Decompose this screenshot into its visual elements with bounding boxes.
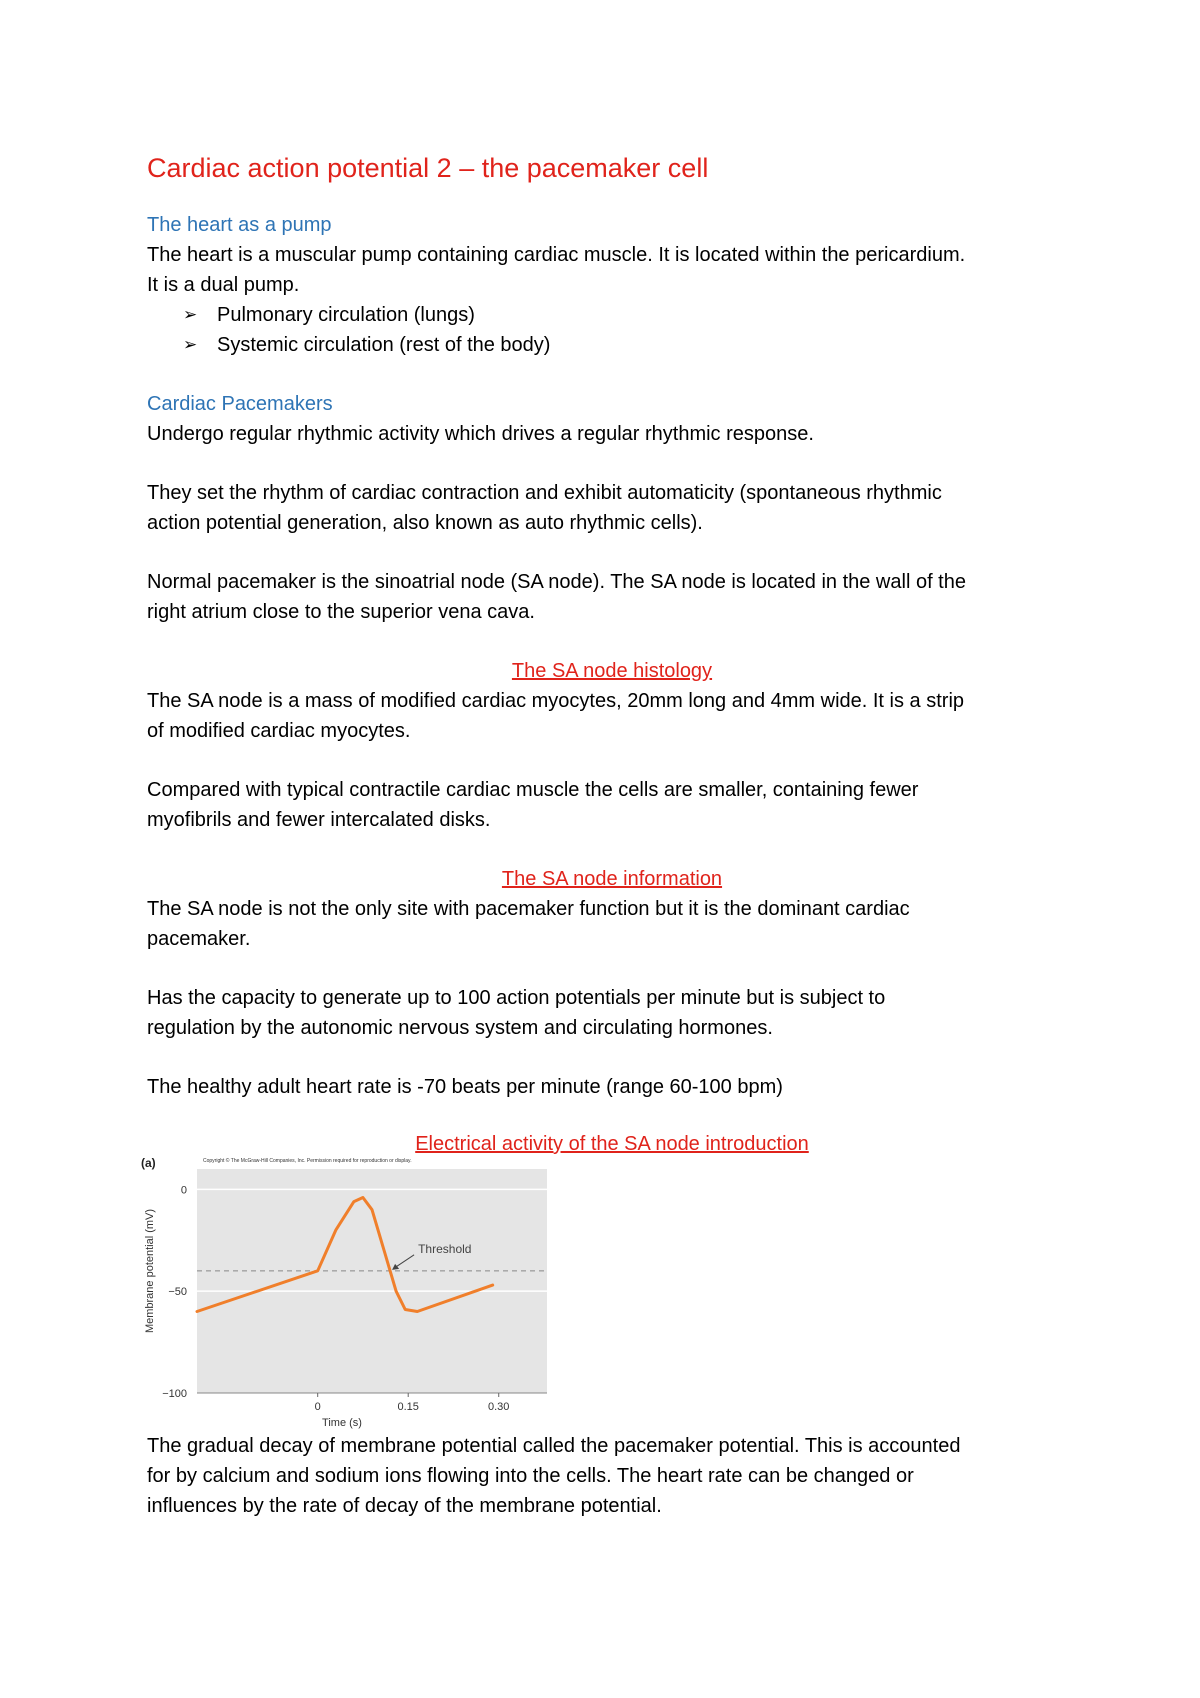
section-heart-pump [147, 210, 1077, 360]
paragraph-line: The heart is a muscular pump containing cardiac muscle. It is located within the pericardium. [147, 244, 966, 266]
paragraph: The healthy adult heart rate is -70 beats per minute (range 60-100 bpm) [147, 1076, 783, 1098]
bullet-list [147, 300, 1077, 360]
paragraph-line: for by calcium and sodium ions flowing into the cells. The heart rate can be changed or [147, 1465, 914, 1487]
list-item-text: Systemic circulation (rest of the body) [217, 334, 551, 356]
paragraph-line: Normal pacemaker is the sinoatrial node (SA node). The SA node is located in the wall of the [147, 571, 966, 593]
paragraph-line: The SA node is not the only site with pacemaker function but it is the dominant cardiac [147, 898, 910, 920]
paragraph-line: myofibrils and fewer intercalated disks. [147, 809, 491, 831]
paragraph-line: regulation by the autonomic nervous system and circulating hormones. [147, 1017, 773, 1039]
copyright-notice: Copyright © The McGraw-Hill Companies, Inc. Permission required for reproduction or display. [203, 1158, 412, 1164]
x-tick-label: 0.30 [488, 1401, 510, 1413]
list-item-text: Pulmonary circulation (lungs) [217, 304, 475, 326]
action-potential-chart [137, 1155, 557, 1431]
section-heading: Cardiac Pacemakers [147, 393, 333, 415]
section-electrical-activity [147, 1431, 1077, 1521]
paragraph-line: of modified cardiac myocytes. [147, 720, 411, 742]
paragraph-line: The gradual decay of membrane potential called the pacemaker potential. This is accounted [147, 1435, 961, 1457]
x-axis-title: Time (s) [322, 1417, 362, 1429]
section-cardiac-pacemakers [147, 389, 1077, 627]
paragraph-line: right atrium close to the superior vena cava. [147, 601, 535, 623]
section-sa-node-information [147, 864, 1077, 1102]
paragraph-line: The SA node is a mass of modified cardiac myocytes, 20mm long and 4mm wide. It is a strip [147, 690, 965, 712]
paragraph-line: pacemaker. [147, 928, 251, 950]
paragraph-line: It is a dual pump. [147, 274, 300, 296]
paragraph-line: influences by the rate of decay of the membrane potential. [147, 1495, 662, 1517]
paragraph-line: Has the capacity to generate up to 100 action potentials per minute but is subject to [147, 987, 886, 1009]
section-sa-node-histology [147, 656, 1077, 835]
paragraph-line: action potential generation, also known as auto rhythmic cells). [147, 512, 703, 534]
y-tick-label: 0 [180, 1184, 187, 1197]
y-axis-title: Membrane potential (mV) [144, 1208, 156, 1334]
paragraph-line: Compared with typical contractile cardiac muscle the cells are smaller, containing fewer [147, 779, 919, 801]
paragraph: Undergo regular rhythmic activity which drives a regular rhythmic response. [147, 423, 814, 445]
figure-block [141, 1131, 1077, 1431]
list-item [183, 300, 1077, 330]
section-heading: Electrical activity of the SA node introduction [415, 1133, 809, 1155]
y-tick-label: −100 [162, 1388, 187, 1400]
page-title: Cardiac action potential 2 – the pacemaker cell [147, 153, 709, 183]
section-heading: The SA node histology [511, 660, 713, 682]
x-tick-label: 0.15 [397, 1401, 419, 1413]
paragraph-line: They set the rhythm of cardiac contraction and exhibit automaticity (spontaneous rhythmic [147, 482, 942, 504]
threshold-label: Threshold [418, 1241, 472, 1256]
document-body [141, 150, 1077, 1521]
section-heading: The SA node information [501, 868, 723, 890]
plot-area [197, 1169, 547, 1393]
arrow-bullet-icon: ➢ [183, 335, 198, 354]
list-item [183, 330, 1077, 360]
panel-label: (a) [141, 1156, 156, 1170]
section-heading: The heart as a pump [147, 214, 332, 236]
y-tick-label: −50 [168, 1286, 187, 1299]
arrow-bullet-icon: ➢ [183, 305, 198, 324]
x-tick-label: 0 [314, 1401, 321, 1413]
